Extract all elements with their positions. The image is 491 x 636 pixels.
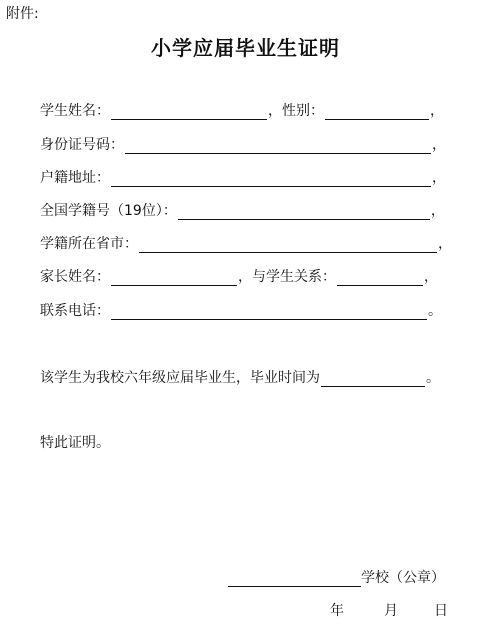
row-national-student-id [40, 202, 445, 220]
household-address-label: 户籍地址： [40, 170, 110, 186]
row-id-number [40, 136, 446, 154]
row-household-address [40, 169, 446, 187]
household-address-field[interactable] [111, 171, 431, 187]
school-seal-row [228, 569, 445, 587]
id-number-field[interactable] [125, 138, 431, 154]
student-name-label: 学生姓名： [40, 103, 110, 119]
comma: ， [432, 137, 446, 153]
relation-field[interactable] [337, 270, 423, 286]
row-phone [40, 302, 442, 320]
phone-label: 联系电话： [40, 303, 110, 319]
school-seal-label: 学校（公章） [361, 570, 445, 586]
student-name-field[interactable] [111, 104, 267, 120]
national-student-id-label: 全国学籍号（19位）： [40, 203, 177, 219]
parent-name-label: 家长姓名： [40, 269, 110, 285]
phone-field[interactable] [111, 304, 427, 320]
graduation-date-field[interactable] [321, 371, 425, 387]
date-month: 月 [384, 603, 398, 619]
comma: ， [432, 170, 446, 186]
attachment-label: 附件: [6, 6, 39, 22]
graduation-statement [40, 369, 440, 387]
closing-text [40, 434, 110, 452]
id-number-label: 身份证号码： [40, 137, 124, 153]
statement-text: 该学生为我校六年级应届毕业生，毕业时间为 [40, 370, 320, 386]
row-parent-name [40, 268, 438, 286]
statement-period: 。 [426, 370, 440, 386]
gender-label: ，性别： [268, 103, 324, 119]
period: 。 [428, 303, 442, 319]
comma: ， [430, 103, 444, 119]
relation-label: ，与学生关系： [238, 269, 336, 285]
comma: ， [438, 236, 452, 252]
date-year: 年 [330, 603, 344, 619]
row-student-name [40, 102, 444, 120]
document-title: 小学应届毕业生证明 [151, 36, 340, 60]
row-school-location [40, 235, 452, 253]
parent-name-field[interactable] [111, 270, 237, 286]
school-name-field[interactable] [228, 571, 361, 587]
comma: ， [424, 269, 438, 285]
closing-label: 特此证明。 [40, 435, 110, 451]
school-location-field[interactable] [139, 237, 437, 253]
school-location-label: 学籍所在省市： [40, 236, 138, 252]
comma: ， [430, 203, 445, 219]
date-day: 日 [434, 603, 448, 619]
gender-field[interactable] [325, 104, 429, 120]
national-student-id-field[interactable] [178, 204, 430, 220]
